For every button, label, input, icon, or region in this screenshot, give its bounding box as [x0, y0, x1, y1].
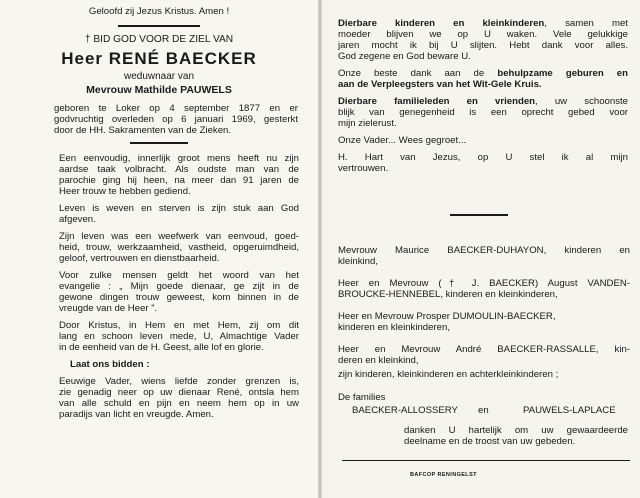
text-line: Een eenvoudig, innerlijk groot mens heeft nu zijn — [59, 153, 299, 164]
text-line: in de eenheid van de H. Geest, alle lof en glorie. — [59, 342, 264, 353]
text-line: vreugde van de Heer ”. — [59, 303, 158, 314]
family-line: Heer en Mevrouw Prosper DUMOULIN-BAECKER, — [338, 311, 556, 322]
family-line: kleinkind, — [338, 256, 378, 267]
text-line: Zijn leven was een weefwerk van eenvoud, goed- — [59, 231, 299, 242]
thanks-line: blijk van genegenheid is een oprecht gebed voor — [338, 107, 628, 118]
birth-line: geboren te Loker op 4 september 1877 en er — [54, 103, 298, 114]
text-line: afgeven. — [59, 214, 96, 225]
text-line: parochie ging hij heen, na meer dan 91 jaren de — [59, 175, 299, 186]
text-line: lang en schoon leven mede, U, Almachtige Vader — [59, 331, 299, 342]
heart-line: vertrouwen. — [338, 163, 389, 174]
divider — [450, 214, 508, 216]
thanks-line: Dierbare familieleden en vrienden, uw schoonste — [338, 96, 629, 107]
family-name-a: BAECKER-ALLOSSERY — [352, 405, 458, 416]
birth-line: godvruchtig overleden op 6 januari 1969, gesterkt — [54, 114, 298, 125]
prayer-line: Eeuwige Vader, wiens liefde zonder grenzen is, — [59, 376, 299, 387]
thanks-line: Dierbare kinderen en kleinkinderen, samen met — [338, 18, 628, 29]
divider — [130, 142, 188, 144]
family-line: BROUCKE-HENNEBEL, kinderen en kleinkinderen, — [338, 289, 558, 300]
prayer-line: van alle schuld en pijn en neem hem op in uw — [59, 398, 299, 409]
family-name-b: PAUWELS-LAPLACE — [523, 405, 616, 416]
families-label: De families — [338, 392, 386, 403]
text-line: heid, trouw, werkzaamheid, vastheid, opgeruimdheid, — [59, 242, 299, 253]
thanks-line: jaren mocht ik bij U slijten. Hebt dank voor alles. — [338, 40, 628, 51]
text-line: Voor zulke mensen geldt het woord van het — [59, 270, 299, 281]
thanks-line: mijn zielerust. — [338, 118, 397, 129]
text-line: Door Kristus, in Hem en met Hem, zij om dit — [59, 320, 299, 331]
birth-line: door de HH. Sakramenten van de Zieken. — [54, 125, 232, 136]
bottom-rule — [342, 460, 630, 461]
right-panel — [322, 0, 640, 498]
thanks-line: Onze beste dank aan de behulpzame geburen en — [338, 68, 628, 79]
text-line: evangelie : „ Mijn goede dienaar, ge zijt in de — [59, 281, 299, 292]
closing-line: danken U hartelijk om uw gewaardeerde — [404, 425, 628, 436]
wife-name: Mevrouw Mathilde PAUWELS — [86, 84, 232, 96]
closing-line: deelname en de troost van uw gebeden. — [404, 436, 576, 447]
text-line: gewone dingen trouw geweest, kom binnen in de — [59, 292, 299, 303]
family-line: Heer en Mevrouw André BAECKER-RASSALLE, kin- — [338, 344, 630, 355]
thanks-line: aan de Verpleegsters van het Wit-Gele Kruis. — [338, 79, 542, 90]
header-line: Geloofd zij Jezus Kristus. Amen ! — [88, 6, 230, 17]
prayer-line: paradijs van licht en vreugde. Amen. — [59, 409, 214, 420]
family-line: kinderen en kleinkinderen, — [338, 322, 451, 333]
family-line: deren en kleinkind, — [338, 355, 419, 366]
thanks-line: moeder blijven we op U waken. Vele gelukkige — [338, 29, 628, 40]
widower-of: weduwnaar van — [123, 71, 195, 82]
families-and: en — [478, 405, 489, 416]
prayer-line: † BID GOD VOOR DE ZIEL VAN — [84, 34, 234, 45]
text-line: Heer trouw te hebben gediend. — [59, 186, 191, 197]
grandchildren-line: zijn kinderen, kleinkinderen en achterkleinkinderen ; — [338, 369, 559, 380]
text-line: aardse taak volbracht. Als oudste man van de — [59, 164, 299, 175]
family-line: Mevrouw Maurice BAECKER-DUHAYON, kinderen en — [338, 245, 630, 256]
text-line: Leven is weven en sterven is zijn stuk aan God — [59, 203, 299, 214]
pray-heading: Laat ons bidden : — [70, 359, 150, 370]
printer-credit: BAFCOP RENINGELST — [410, 472, 477, 478]
prayer-line: zie genadig neer op uw dienaar René, ontsla hem — [59, 387, 299, 398]
heart-line: H. Hart van Jezus, op U stel ik al mijn — [338, 152, 628, 163]
family-line: Heer en Mevrouw († J. BAECKER) August VANDEN- — [338, 278, 630, 289]
deceased-name: Heer RENÉ BAECKER — [61, 49, 257, 68]
text-line: geloof, vertrouwen en dienstbaarheid. — [59, 253, 220, 264]
divider — [118, 25, 200, 27]
left-panel — [0, 0, 318, 498]
thanks-line: God zegene en God beware U. — [338, 51, 471, 62]
our-father: Onze Vader... Wees gegroet... — [338, 135, 467, 146]
